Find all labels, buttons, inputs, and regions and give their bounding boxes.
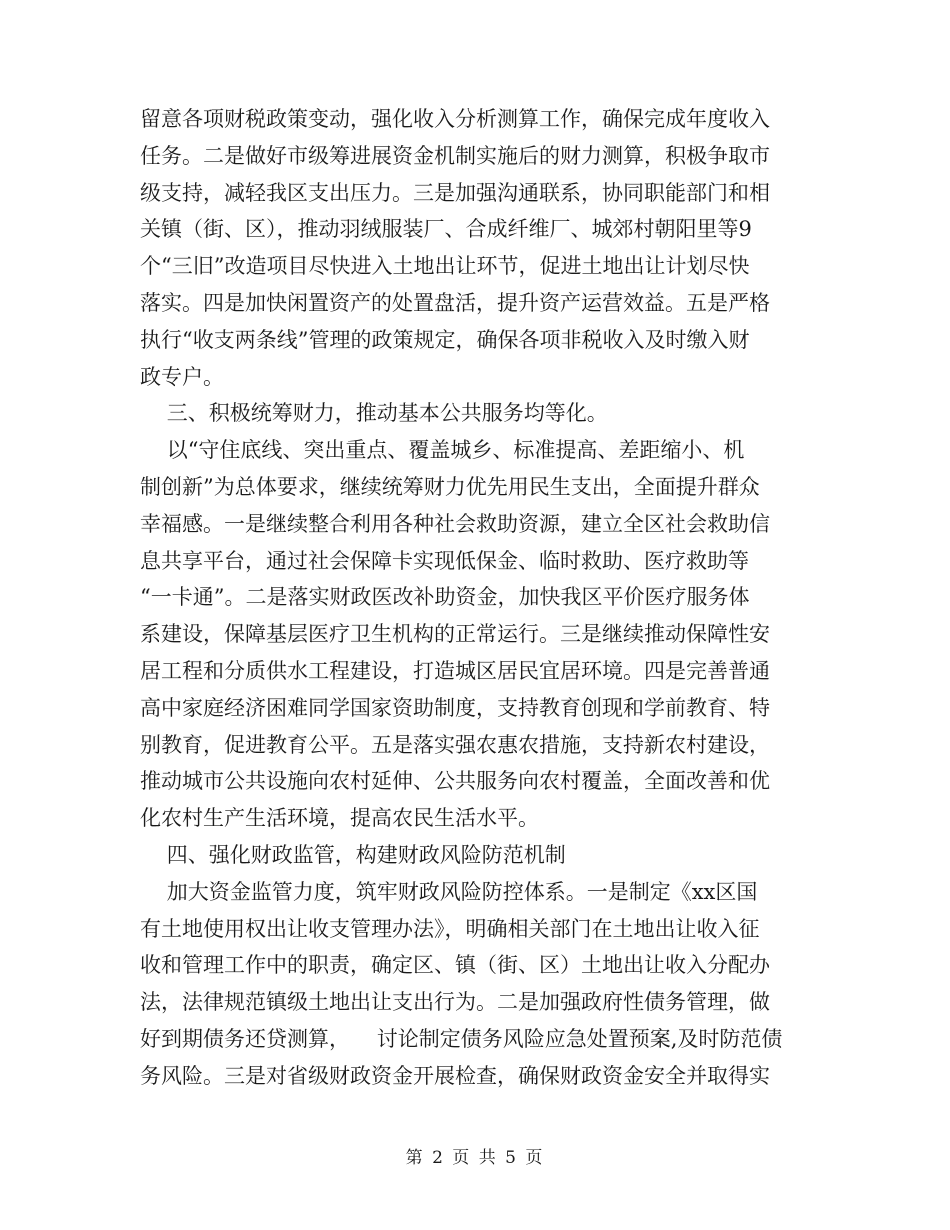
- text-line: 留意各项财税政策变动，强化收入分析测算工作，确保完成年度收入: [140, 107, 770, 131]
- page-number-footer: 第 2 页 共 5 页: [405, 1148, 545, 1168]
- text-line: 有土地使用权出让收支管理办法》，明确相关部门在土地出让收入征: [140, 916, 760, 941]
- text-line: 落实。四是加快闲置资产的处置盘活，提升资产运营效益。五是严格: [140, 290, 770, 315]
- text-line: 关镇（街、区），推动羽绒服装厂、合成纤维厂、城郊村朝阳里等9: [140, 217, 752, 242]
- text-line: 幸福感。一是继续整合利用各种社会救助资源，建立全区社会救助信: [140, 511, 770, 536]
- text-line: “一卡通”。二是落实财政医改补助资金，加快我区平价医疗服务体: [140, 585, 750, 610]
- text-line: 加大资金监管力度，筑牢财政风险防控体系。一是制定《xx区国: [140, 879, 758, 904]
- text-line: 务风险。三是对省级财政资金开展检查，确保财政资金安全并取得实: [140, 1063, 770, 1088]
- text-line: 息共享平台，通过社会保障卡实现低保金、临时救助、医疗救助等: [140, 548, 749, 573]
- text-line: 法，法律规范镇级土地出让支出行为。二是加强政府性债务管理，做: [140, 990, 770, 1015]
- text-line: 任务。二是做好市级筹进展资金机制实施后的财力测算，积极争取市: [140, 143, 770, 168]
- text-line: 系建设，保障基层医疗卫生机构的正常运行。三是继续推动保障性安: [140, 622, 770, 647]
- text-line: 别教育，促进教育公平。五是落实强农惠农措施，支持新农村建设，: [140, 732, 770, 757]
- text-line: 四、强化财政监管，构建财政风险防范机制: [140, 842, 566, 867]
- body-text: [140, 101, 810, 1095]
- text-line: 个“三旧”改造项目尽快进入土地出让环节，促进土地出让计划尽快: [140, 254, 750, 279]
- text-line: 执行“收支两条线”管理的政策规定，确保各项非税收入及时缴入财: [140, 327, 750, 352]
- text-line: 政专户。: [140, 364, 224, 389]
- text-line: 级支持，减轻我区支出压力。三是加强沟通联系，协同职能部门和相: [140, 180, 770, 205]
- text-line: 化农村生产生活环境，提高农民生活水平。: [140, 806, 539, 831]
- text-line: 收和管理工作中的职责，确定区、镇（街、区）土地出让收入分配办: [140, 953, 770, 978]
- text-line: 制创新”为总体要求，继续统筹财力优先用民生支出，全面提升群众: [140, 474, 760, 499]
- text-line: 以“守住底线、突出重点、覆盖城乡、标准提高、差距缩小、机: [140, 438, 745, 463]
- text-line: 居工程和分质供水工程建设，打造城区居民宜居环境。四是完善普通: [140, 658, 770, 683]
- text-line: 推动城市公共设施向农村延伸、公共服务向农村覆盖，全面改善和优: [140, 769, 770, 794]
- text-line: 好到期债务还贷测算， 讨论制定债务风险应急处置预案,及时防范债: [140, 1026, 783, 1051]
- text-line: 三、积极统筹财力，推动基本公共服务均等化。: [140, 401, 608, 426]
- text-line: 高中家庭经济困难同学国家资助制度，支持教育创现和学前教育、特: [140, 695, 770, 720]
